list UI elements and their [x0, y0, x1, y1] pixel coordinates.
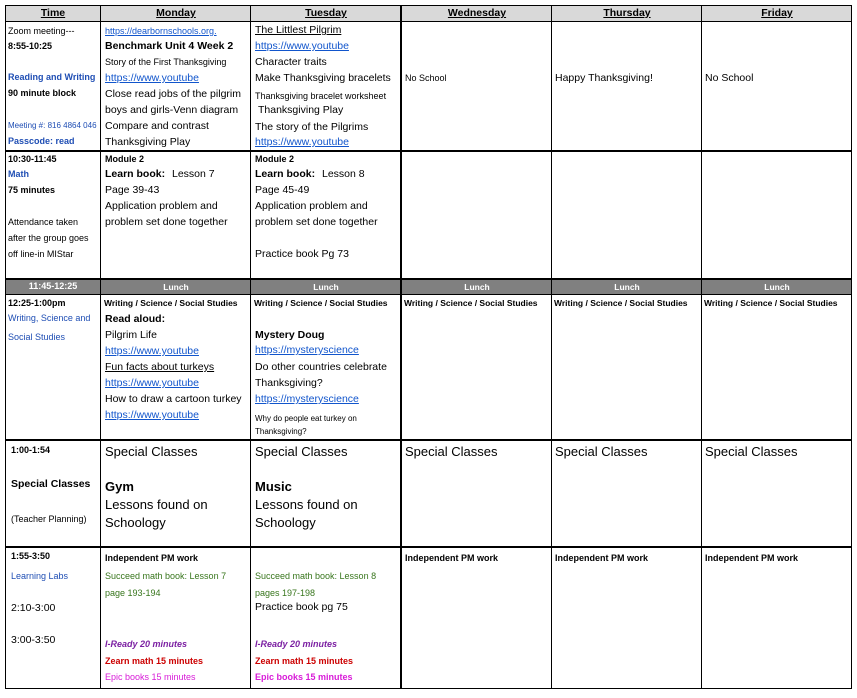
subject-header: Writing / Science / Social Studies — [404, 298, 538, 308]
music-label: Music — [255, 479, 292, 494]
text: Schoology — [255, 515, 316, 530]
subject-header: Writing / Science / Social Studies — [104, 298, 238, 308]
text: Lessons found on — [105, 497, 208, 512]
subject-header: Writing / Science / Social Studies — [554, 298, 688, 308]
subject-header: Writing / Science / Social Studies — [254, 298, 388, 308]
epic-note: Epic books 15 minutes — [255, 672, 353, 682]
text: Schoology — [105, 515, 166, 530]
lunch-time: 11:45-12:25 — [28, 281, 78, 291]
subject-social: Social Studies — [8, 332, 66, 342]
pm-work-header: Independent PM work — [105, 553, 199, 563]
text: Practice book pg 75 — [255, 601, 348, 613]
text: pages 197-198 — [255, 588, 316, 598]
text: Make Thanksgiving bracelets — [255, 72, 391, 84]
time-slot: 2:10-3:00 — [11, 602, 56, 614]
text: Lesson 8 — [322, 168, 365, 180]
text: Lessons found on — [255, 497, 358, 512]
text: Lesson 7 — [172, 168, 215, 180]
attendance-note: Attendance taken — [8, 217, 79, 227]
header-time: Time — [40, 7, 66, 19]
time-block3: 12:25-1:00pm — [8, 298, 66, 308]
iready-note: I-Ready 20 minutes — [255, 639, 338, 649]
text: Succeed math book: Lesson 8 — [255, 571, 377, 581]
text: Page 39-43 — [105, 184, 160, 196]
text: Mystery Doug — [255, 329, 325, 341]
text: Module 2 — [105, 154, 145, 164]
zearn-note: Zearn math 15 minutes — [105, 656, 204, 666]
text: Story of the First Thanksgiving — [105, 57, 227, 67]
text: The story of the Pilgrims — [255, 121, 369, 133]
special-classes-title: Special Classes — [105, 444, 198, 459]
text: problem set done together — [105, 216, 228, 228]
text: Application problem and — [255, 200, 368, 212]
text: Thanksgiving bracelet worksheet — [255, 91, 387, 101]
epic-note: Epic books 15 minutes — [105, 672, 196, 682]
block-length: 75 minutes — [8, 185, 56, 195]
special-classes-label: Special Classes — [11, 478, 91, 490]
time-block1: 8:55-10:25 — [8, 41, 53, 51]
link-youtube[interactable]: https://www.youtube — [255, 40, 349, 52]
text: Learn book: — [255, 168, 316, 180]
thursday-note: Happy Thanksgiving! — [555, 72, 653, 84]
friday-note: No School — [705, 72, 754, 84]
text: Thanksgiving? — [255, 427, 307, 436]
text: Do other countries celebrate — [255, 361, 387, 373]
text: Learn book: — [105, 168, 166, 180]
link-youtube[interactable]: https://www.youtube — [255, 136, 349, 148]
header-monday: Monday — [156, 7, 196, 19]
learning-labs: Learning Labs — [11, 571, 69, 581]
pm-work-header: Independent PM work — [705, 553, 799, 563]
wednesday-note: No School — [405, 73, 447, 83]
text: Read aloud: — [105, 313, 166, 325]
text: Close read jobs of the pilgrim — [105, 88, 241, 100]
time-zoom: Zoom meeting--- — [8, 26, 75, 36]
subject-header: Writing / Science / Social Studies — [704, 298, 838, 308]
attendance-note: off line-in MIStar — [8, 249, 74, 259]
subject-writing: Writing, Science and — [8, 313, 91, 323]
text: boys and girls-Venn diagram — [105, 104, 239, 116]
text: Pilgrim Life — [105, 329, 157, 341]
subject-math: Math — [8, 169, 29, 179]
subject-reading: Reading and Writing — [8, 72, 96, 82]
text: page 193-194 — [105, 588, 161, 598]
text: Module 2 — [255, 154, 295, 164]
header-thursday: Thursday — [603, 7, 651, 19]
text: Application problem and — [105, 200, 218, 212]
time-slot: 3:00-3:50 — [11, 634, 56, 646]
link-mysteryscience[interactable]: https://mysteryscience — [255, 393, 359, 405]
attendance-note: after the group goes — [8, 233, 89, 243]
special-classes-title: Special Classes — [555, 444, 648, 459]
time-block5: 1:55-3:50 — [11, 551, 51, 561]
time-block4: 1:00-1:54 — [11, 445, 51, 455]
link-dearborn[interactable]: https://dearbornschools.org. — [105, 26, 217, 36]
gym-label: Gym — [105, 479, 134, 494]
special-classes-title: Special Classes — [405, 444, 498, 459]
passcode: Passcode: read — [8, 136, 75, 146]
link-youtube[interactable]: https://www.youtube — [105, 72, 199, 84]
link-youtube[interactable]: https://www.youtube — [105, 409, 199, 421]
meeting-number: Meeting #: 816 4864 046 — [8, 121, 97, 130]
special-classes-title: Special Classes — [705, 444, 798, 459]
text: problem set done together — [255, 216, 378, 228]
iready-note: I-Ready 20 minutes — [105, 639, 188, 649]
text: How to draw a cartoon turkey — [105, 393, 242, 405]
text: Benchmark Unit 4 Week 2 — [105, 40, 234, 52]
time-block2: 10:30-11:45 — [8, 154, 57, 164]
pm-work-header: Independent PM work — [405, 553, 499, 563]
text: Thanksgiving Play — [258, 104, 344, 116]
lunch-label: Lunch — [764, 282, 790, 292]
text: Succeed math book: Lesson 7 — [105, 571, 227, 581]
text: Why do people eat turkey on — [255, 414, 357, 423]
link-youtube[interactable]: https://www.youtube — [105, 377, 199, 389]
text: Thanksgiving Play — [105, 136, 191, 148]
text: Character traits — [255, 56, 327, 68]
special-classes-title: Special Classes — [255, 444, 348, 459]
schedule-table — [5, 5, 851, 689]
link-youtube[interactable]: https://www.youtube — [105, 345, 199, 357]
zearn-note: Zearn math 15 minutes — [255, 656, 354, 666]
text: Compare and contrast — [105, 120, 209, 132]
text: The Littlest Pilgrim — [255, 24, 342, 36]
header-wednesday: Wednesday — [447, 7, 507, 19]
link-mysteryscience[interactable]: https://mysteryscience — [255, 344, 359, 356]
header-tuesday: Tuesday — [305, 7, 347, 19]
text: Page 45-49 — [255, 184, 310, 196]
pm-work-header: Independent PM work — [555, 553, 649, 563]
lunch-label: Lunch — [614, 282, 640, 292]
lunch-label: Lunch — [313, 282, 339, 292]
text: Practice book Pg 73 — [255, 248, 349, 260]
header-friday: Friday — [761, 7, 793, 19]
text: Fun facts about turkeys — [105, 361, 215, 373]
teacher-planning: (Teacher Planning) — [11, 514, 87, 524]
block-length: 90 minute block — [8, 88, 77, 98]
lunch-label: Lunch — [163, 282, 189, 292]
text: Thanksgiving? — [255, 377, 323, 389]
lunch-label: Lunch — [464, 282, 490, 292]
